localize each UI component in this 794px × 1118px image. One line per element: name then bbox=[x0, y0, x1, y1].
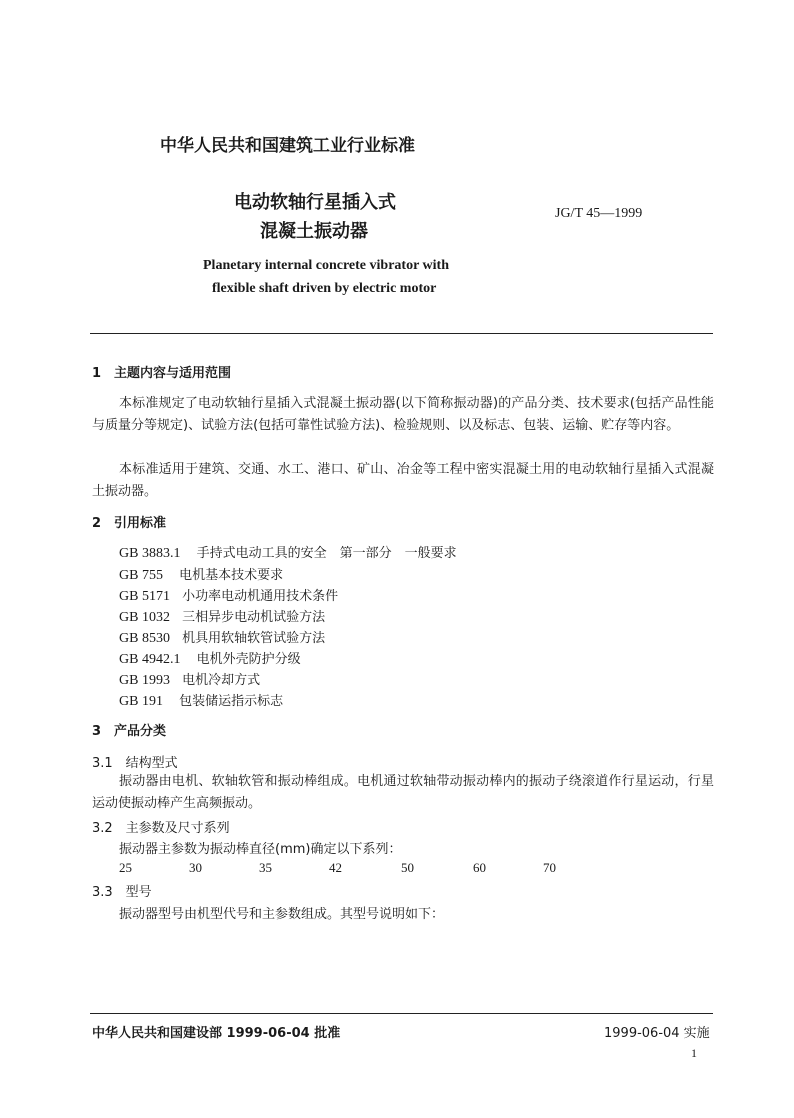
section3-3-heading: 3.3 型号 bbox=[92, 885, 152, 900]
title-en-line1: Planetary internal concrete vibrator with bbox=[203, 258, 449, 273]
ref-code: GB 191 bbox=[119, 694, 163, 709]
footer-divider bbox=[90, 1013, 713, 1014]
ref-code: GB 4942.1 bbox=[119, 652, 181, 667]
section1-heading: 1 主题内容与适用范围 bbox=[92, 366, 232, 381]
ref-code: GB 8530 bbox=[119, 631, 170, 646]
ref-title: 机具用软轴软管试验方法 bbox=[182, 631, 326, 646]
ref-item bbox=[119, 542, 457, 562]
page-number: 1 bbox=[691, 1046, 697, 1060]
ref-code: GB 1993 bbox=[119, 673, 170, 688]
size-series bbox=[0, 860, 794, 878]
effective-date: 1999-06-04 实施 bbox=[604, 1026, 710, 1041]
size-value: 60 bbox=[473, 860, 486, 875]
section3-1-heading: 3.1 结构型式 bbox=[92, 756, 178, 771]
ref-title: 三相异步电动机试验方法 bbox=[182, 610, 326, 625]
ref-item bbox=[119, 648, 301, 668]
section3-1-text: 振动器由电机、软轴软管和振动棒组成。电机通过软轴带动振动棒内的振动子绕滚道作行星运动，行星运动使振动棒产生高频振动。 bbox=[92, 774, 714, 811]
header-divider bbox=[90, 333, 713, 334]
size-value: 25 bbox=[119, 860, 132, 875]
ref-title: 包装储运指示标志 bbox=[179, 694, 284, 709]
ref-item bbox=[119, 585, 338, 605]
section3-2-text: 振动器主参数为振动棒直径(mm)确定以下系列： bbox=[119, 842, 402, 857]
size-value: 35 bbox=[259, 860, 272, 875]
ref-item bbox=[119, 690, 283, 710]
ref-title: 电机冷却方式 bbox=[182, 673, 261, 688]
size-value: 50 bbox=[401, 860, 414, 875]
approval-note: 中华人民共和国建设部 1999-06-04 批准 bbox=[92, 1026, 341, 1041]
ref-title: 手持式电动工具的安全 第一部分 一般要求 bbox=[196, 546, 457, 561]
title-cn-line1: 电动软轴行星插入式 bbox=[234, 192, 396, 213]
section2-heading: 2 引用标准 bbox=[92, 516, 167, 531]
ref-item bbox=[119, 627, 325, 647]
section1-para1: 本标准规定了电动软轴行星插入式混凝土振动器(以下简称振动器)的产品分类、技术要求(包括产品性能与质量分等规定)、试验方法(包括可靠性试验方法)、检验规则、以及标志、包装、运输、贮存等内容。 bbox=[92, 396, 714, 433]
section3-2-heading: 3.2 主参数及尺寸系列 bbox=[92, 821, 230, 836]
size-value: 42 bbox=[329, 860, 342, 875]
ref-title: 电机基本技术要求 bbox=[179, 568, 284, 583]
ref-item bbox=[119, 606, 325, 626]
standard-code: JG/T 45—1999 bbox=[555, 206, 643, 221]
ref-title: 电机外壳防护分级 bbox=[196, 652, 301, 667]
section3-3-text: 振动器型号由机型代号和主参数组成。其型号说明如下： bbox=[119, 907, 445, 922]
ref-code: GB 1032 bbox=[119, 610, 170, 625]
ref-item bbox=[119, 669, 260, 689]
ref-title: 小功率电动机通用技术条件 bbox=[182, 589, 339, 604]
size-value: 70 bbox=[543, 860, 556, 875]
org-standard-title: 中华人民共和国建筑工业行业标准 bbox=[160, 136, 415, 156]
ref-item bbox=[119, 564, 283, 584]
ref-code: GB 3883.1 bbox=[119, 546, 181, 561]
size-value: 30 bbox=[189, 860, 202, 875]
title-en-line2: flexible shaft driven by electric motor bbox=[212, 281, 437, 296]
section3-heading: 3 产品分类 bbox=[92, 724, 167, 739]
ref-code: GB 755 bbox=[119, 568, 163, 583]
ref-code: GB 5171 bbox=[119, 589, 170, 604]
section1-para2: 本标准适用于建筑、交通、水工、港口、矿山、冶金等工程中密实混凝土用的电动软轴行星插入式混凝土振动器。 bbox=[92, 462, 714, 499]
title-cn-line2: 混凝土振动器 bbox=[260, 221, 368, 242]
